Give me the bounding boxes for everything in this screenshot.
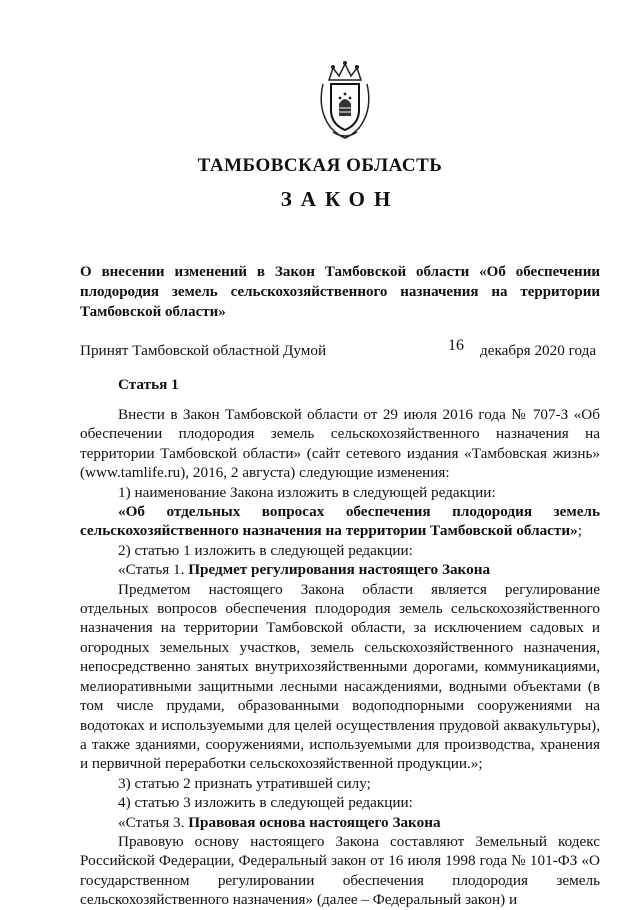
article-1-prefix: «Статья 1.	[118, 561, 185, 579]
article-1-title: Предмет регулирования настоящего Закона	[188, 561, 491, 579]
adopted-by-label: Принят Тамбовской областной Думой	[80, 342, 327, 359]
adoption-line	[80, 337, 600, 364]
article-3-text: Правовую основу настоящего Закона составляют Земельный кодекс Российской Федерации, Федеральный закон от 16 июля 1998 года № 101-ФЗ «О государственном регулировании обеспечения плодородия земель сельскохозяйственного назначения» (далее – Федеральный закон) и	[80, 832, 600, 909]
document-type-heading: ЗАКОН	[280, 187, 400, 211]
article-1-text: Предметом настоящего Закона области является регулирование отдельных вопросов обеспечения плодородия земель сельскохозяйственного назначения на территории Тамбовской области, за исключением садовых и огородных земельных участков, земель сельскохозяйственного назначения, непосредственно занятых внутрихозяйственными дорогами, коммуникациями, мелиоративными защитными лесными насаждениями, водными объектами (в том числе прудами, образованными водоподпорными сооружениями на водотоках и используемыми для целей осуществления прудовой аквакультуры), а также зданиями, сооружениями, используемыми для производства, хранения и первичной переработки сельскохозяйственной продукции.»;	[80, 580, 600, 773]
article-1-heading	[80, 560, 600, 579]
intro-paragraph: Внести в Закон Тамбовской области от 29 июля 2016 года № 707-З «Об обеспечении плодородия земель сельскохозяйственного назначения на территории Тамбовской области» (сайт сетевого издания «Тамбовская жизнь» (www.tamlife.ru), 2016, 2 августа) следующие изменения:	[80, 406, 600, 482]
amendment-item-2: 2) статью 1 изложить в следующей редакции:	[118, 541, 413, 559]
adoption-day: 16	[448, 337, 464, 354]
article-3-prefix: «Статья 3.	[118, 813, 185, 831]
article-3-heading	[80, 813, 600, 832]
region-heading: ТАМБОВСКАЯ ОБЛАСТЬ	[197, 155, 443, 176]
amendment-item-4: 4) статью 3 изложить в следующей редакции:	[118, 794, 413, 812]
article-body	[80, 405, 600, 910]
adoption-month-year: декабря 2020 года	[480, 342, 597, 359]
new-law-name-text: «Об отдельных вопросах обеспечения плодородия земель сельскохозяйственного назначения на территории Тамбовской области»	[80, 503, 600, 540]
new-law-name-end: ;	[577, 522, 582, 540]
article-heading: Статья 1	[118, 376, 179, 393]
amendment-item-3: 3) статью 2 признать утратившей силу;	[118, 774, 371, 792]
article-3-title: Правовая основа настоящего Закона	[188, 813, 441, 831]
law-title: О внесении изменений в Закон Тамбовской области «Об обеспечении плодородия земель сельскохозяйственного назначения на территории Тамбовской области»	[80, 264, 600, 320]
new-law-name	[80, 502, 600, 541]
amendment-item-1: 1) наименование Закона изложить в следующей редакции:	[118, 483, 496, 501]
tambov-coat-of-arms-icon	[313, 60, 377, 140]
